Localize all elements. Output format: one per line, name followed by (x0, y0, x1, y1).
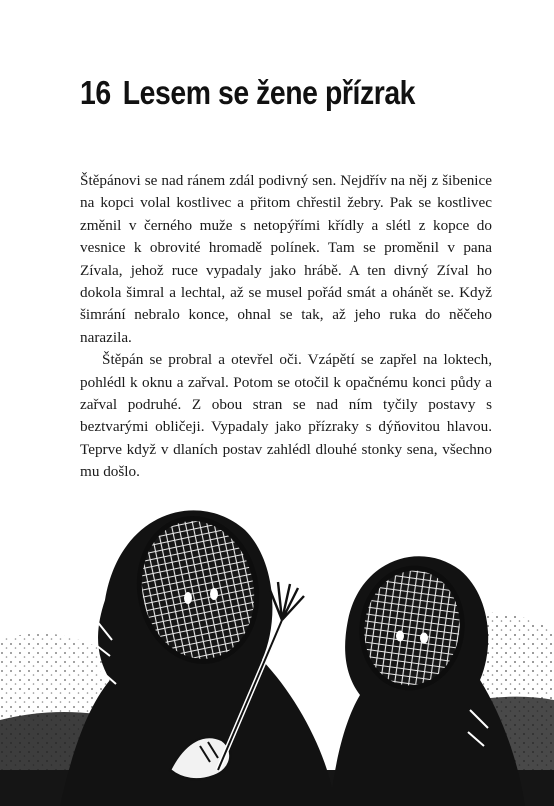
chapter-title: Lesem se žene přízrak (122, 74, 416, 112)
chapter-number: 16 (80, 74, 111, 112)
left-hooded-figure (60, 508, 335, 806)
paragraph: Štěpánovi se nad ránem zdál podivný sen. Nejdřív na něj z šibenice na kopci volal kostlivec a přitom chřestil žebry. Pak se kostlivec změnil v černého muže s netopýřími křídly a slétl z kopce do vesnice k obrovité hromadě polínek. Tam se proměnil v pana Zívala, jehož ruce vypadaly jako hrábě. A ten divný Zíval ho dokola šimral a lechtal, až se musel pořád smát a ohánět se. Když šimrání nebralo konce, ohnal se tak, až jeho ruka do něčeho narazila. (80, 172, 492, 346)
chapter-heading (80, 74, 415, 112)
illustration-fencing-masks (0, 470, 554, 806)
paragraph: Štěpán se probral a otevřel oči. Vzápětí se zapřel na loktech, pohlédl k oknu a zařval. Potom se otočil k opačnému konci půdy a zařval podruhé. Z obou stran se nad ním tyčily postavy s beztvarými obličeji. Vypadaly jako přízraky s dýňovitou hlavou. Teprve když v dlaních postav zahlédl dlouhé stonky sena, všechno mu došlo. (80, 351, 492, 481)
chapter-body (80, 170, 492, 484)
